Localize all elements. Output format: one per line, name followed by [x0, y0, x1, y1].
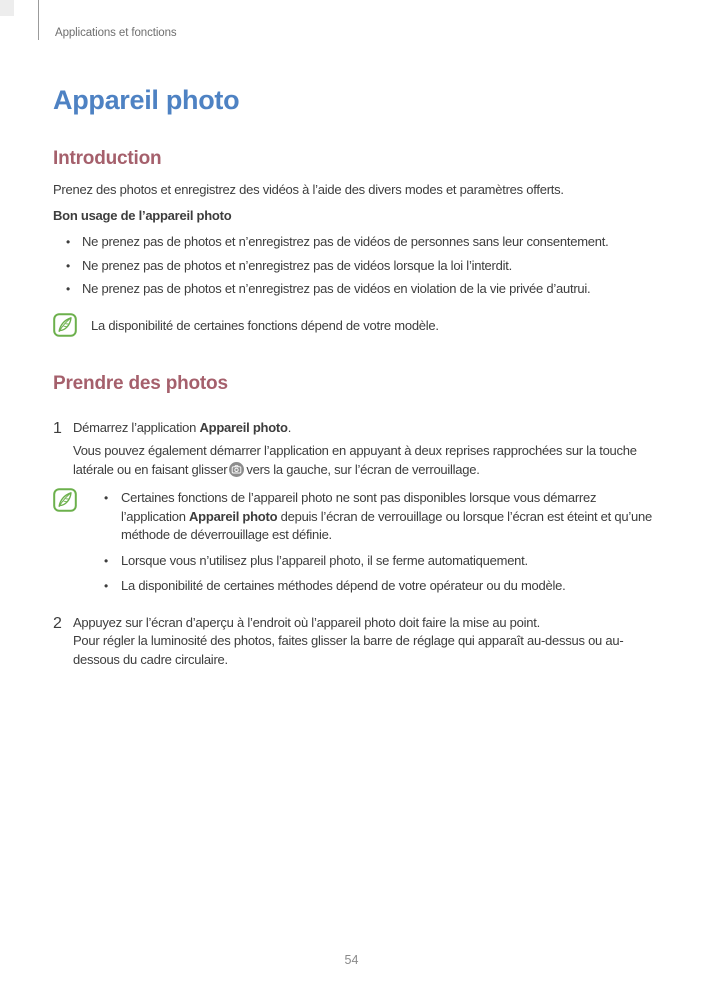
step-text: vers la gauche, sur l’écran de verrouillage. — [246, 461, 480, 477]
running-header: Applications et fonctions — [55, 27, 177, 39]
page-number: 54 — [344, 953, 359, 967]
bullet-marker: • — [104, 553, 108, 568]
step-text: . — [287, 419, 292, 435]
note-box — [53, 313, 653, 342]
note-text: La disponibilité de certaines fonctions dépend de votre modèle. — [91, 317, 439, 333]
note-box — [53, 488, 653, 603]
step-2 — [53, 614, 653, 670]
header-vertical-rule — [38, 0, 39, 40]
bullet-marker: • — [66, 258, 70, 273]
bullet-text: Ne prenez pas de photos et n’enregistrez pas de vidéos de personnes sans leur consentement. — [82, 234, 609, 249]
bullet-text: La disponibilité de certaines méthodes dépend de votre opérateur ou du modèle. — [121, 578, 566, 593]
step-2-title: Appuyez sur l’écran d’aperçu à l’endroit où l’appareil photo doit faire la mise au point. — [73, 614, 540, 630]
app-name-bold: Appareil photo — [189, 508, 278, 524]
app-name-bold: Appareil photo — [199, 419, 288, 435]
bullet-text: Ne prenez pas de photos et n’enregistrez pas de vidéos lorsque la loi l’interdit. — [82, 257, 512, 273]
leaf-note-icon — [53, 313, 77, 342]
note-bullet-list — [91, 489, 653, 596]
list-item — [91, 577, 653, 596]
list-item — [91, 489, 653, 545]
page-content — [53, 0, 653, 669]
step-1 — [53, 419, 653, 480]
step-2-paragraph: Pour régler la luminosité des photos, faites glisser la barre de réglage qui apparaît au-dessus ou au-dessous du cadre circulaire. — [73, 633, 624, 667]
step-number: 2 — [53, 614, 62, 632]
intro-paragraph: Prenez des photos et enregistrez des vidéos à l’aide des divers modes et paramètres offerts. — [53, 182, 564, 197]
list-item — [53, 280, 653, 299]
bullet-marker: • — [104, 491, 108, 505]
list-item — [53, 233, 653, 252]
step-number: 1 — [53, 419, 62, 437]
note-text: Certaines fonctions de l’appareil photo ne sont pas disponibles lorsque vous démarrez l’application — [121, 490, 597, 524]
step-body — [73, 614, 653, 670]
bullet-marker: • — [66, 235, 70, 249]
step-1-title — [73, 419, 653, 438]
subheading-bon-usage: Bon usage de l’appareil photo — [53, 207, 232, 223]
page-edge-artifact — [0, 0, 14, 16]
leaf-note-icon — [53, 488, 77, 603]
section-heading-prendre-des-photos: Prendre des photos — [53, 372, 228, 394]
list-item — [91, 552, 653, 571]
step-text: Démarrez l’application — [73, 419, 200, 435]
list-item — [53, 257, 653, 276]
step-body — [73, 419, 653, 480]
note-content — [91, 488, 653, 603]
note-text: depuis l’écran de verrouillage ou lorsque l’écran est éteint et qu’une méthode de déverrouillage est définie. — [121, 508, 652, 542]
bullet-text: Lorsque vous n’utilisez plus l’appareil photo, il se ferme automatiquement. — [121, 552, 528, 568]
bullet-marker: • — [66, 282, 70, 296]
page-title: Appareil photo — [53, 85, 240, 115]
intro-bullet-list — [53, 233, 653, 299]
camera-shortcut-icon — [229, 462, 244, 477]
bullet-marker: • — [104, 579, 108, 593]
step-1-paragraph — [73, 442, 653, 479]
bullet-text: Ne prenez pas de photos et n’enregistrez pas de vidéos en violation de la vie privée d’autrui. — [82, 281, 591, 296]
step-text: Vous pouvez également démarrer l’application en appuyant à deux reprises rapprochées sur la touche latérale ou en faisant glisser — [73, 443, 637, 477]
section-heading-introduction: Introduction — [53, 148, 162, 169]
bullet-text — [121, 490, 652, 542]
